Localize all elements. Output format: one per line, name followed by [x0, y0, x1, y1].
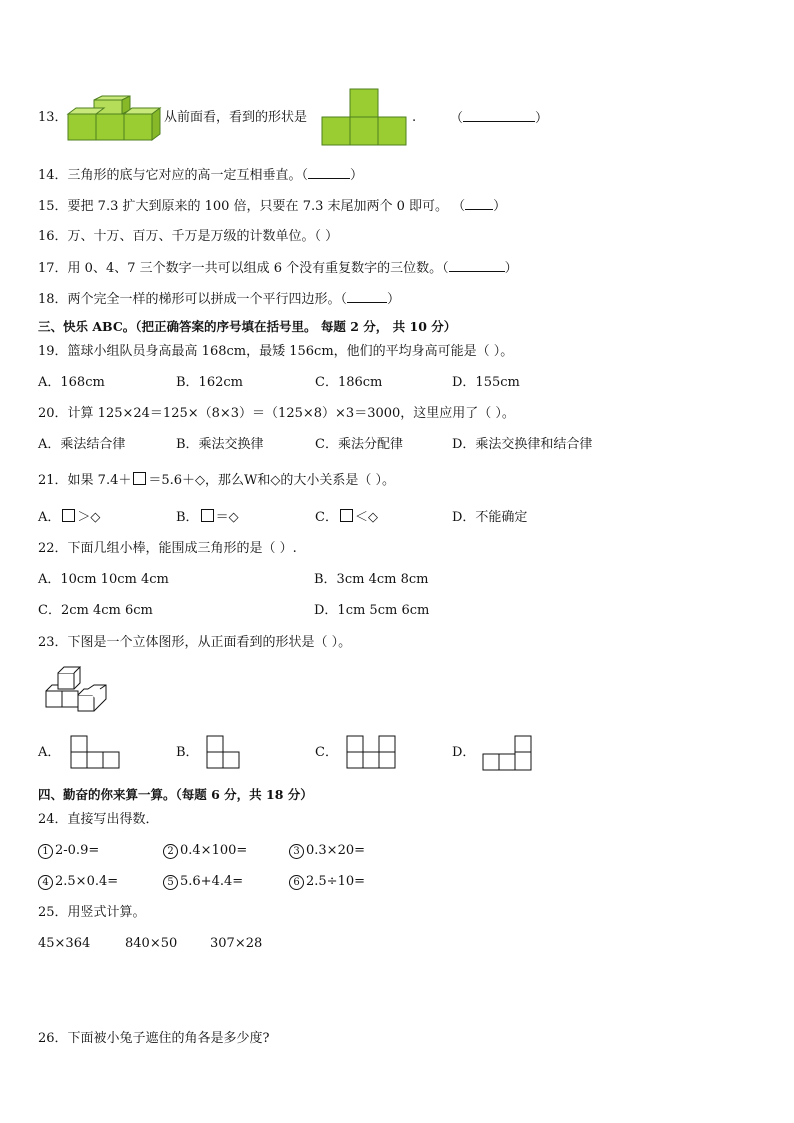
q24-item-6 — [289, 873, 365, 891]
circled-number: 3 — [289, 844, 304, 859]
q23-option-b-figure — [206, 735, 242, 769]
answer-blank[interactable] — [449, 259, 505, 272]
question-22: 22．下面几组小棒，能围成三角形的是（ ）. — [38, 541, 297, 556]
q23-option-b[interactable] — [176, 744, 199, 762]
question-text: 18．两个完全一样的梯形可以拼成一个平行四边形。（ — [38, 292, 348, 307]
q24-item-4 — [38, 873, 118, 891]
option-text: ＜◇ — [354, 510, 378, 525]
question-26: 26．下面被小兔子遮住的角各是多少度? — [38, 1031, 270, 1046]
q21-option-a[interactable] — [38, 509, 100, 527]
section-4-heading: 四、勤奋的你来算一算。（每题 6 分，共 18 分） — [38, 787, 313, 802]
answer-blank[interactable] — [465, 197, 493, 210]
q21-option-c[interactable] — [315, 509, 378, 527]
section-3-heading: 三、快乐 ABC。（把正确答案的序号填在括号里。 每题 2 分， 共 10 分） — [38, 319, 457, 334]
q20-option-a[interactable]: A．乘法结合律 — [38, 437, 126, 452]
question-18 — [38, 290, 400, 309]
paren-left: （ — [450, 111, 464, 126]
answer-blank[interactable] — [308, 166, 350, 179]
q23-option-d-figure — [482, 735, 534, 771]
q25-item-1: 45×364 — [38, 936, 91, 951]
cube-3d-figure — [66, 96, 164, 144]
square-symbol — [201, 509, 214, 522]
question-text: 14．三角形的底与它对应的高一定互相垂直。（ — [38, 168, 309, 183]
q23-option-a-figure — [70, 735, 122, 769]
question-19: 19．篮球小组队员身高最高 168cm，最矮 156cm，他们的平均身高可能是（ ）。 — [38, 344, 514, 359]
option-label: B． — [176, 510, 199, 525]
q22-option-c[interactable]: C．2cm 4cm 6cm — [38, 603, 153, 618]
question-13-text: 从前面看，看到的形状是 — [164, 110, 308, 125]
q21-option-b[interactable] — [176, 509, 239, 527]
question-13-answer[interactable] — [450, 109, 548, 128]
question-13 — [38, 109, 68, 127]
q19-option-d[interactable]: D．155cm — [452, 375, 520, 390]
q24-item-3 — [289, 842, 365, 860]
q23-option-c[interactable] — [315, 744, 338, 762]
expression: 2.5×0.4= — [55, 874, 119, 889]
q19-option-b[interactable]: B．162cm — [176, 375, 243, 390]
q23-option-d[interactable] — [452, 744, 475, 762]
paren-right: ） — [535, 111, 549, 126]
expression: 5.6+4.4= — [180, 874, 244, 889]
circled-number: 5 — [163, 875, 178, 890]
question-text: 21．如果 7.4＋ — [38, 473, 132, 488]
q24-item-5 — [163, 873, 243, 891]
question-number: 13． — [38, 110, 68, 125]
option-label: D． — [452, 745, 476, 760]
question-16: 16．万、十万、百万、千万是万级的计数单位。（ ） — [38, 229, 339, 244]
circled-number: 1 — [38, 844, 53, 859]
solid-figure — [44, 667, 110, 715]
circled-number: 2 — [163, 844, 178, 859]
circled-number: 6 — [289, 875, 304, 890]
question-25: 25．用竖式计算。 — [38, 905, 146, 920]
question-23: 23．下图是一个立体图形，从正面看到的形状是（ ）。 — [38, 635, 352, 650]
answer-blank[interactable] — [347, 290, 387, 303]
option-label: A． — [38, 745, 61, 760]
square-symbol — [133, 472, 146, 485]
q24-item-1 — [38, 842, 99, 860]
q21-option-d[interactable]: D．不能确定 — [452, 510, 528, 525]
question-13-dot: . — [412, 110, 417, 125]
paren-right: ） — [350, 168, 364, 183]
option-label: C． — [315, 510, 338, 525]
answer-blank[interactable] — [463, 109, 535, 122]
question-21 — [38, 472, 395, 490]
question-17 — [38, 259, 518, 278]
q23-option-a[interactable] — [38, 744, 60, 762]
square-symbol — [62, 509, 75, 522]
q20-option-d[interactable]: D．乘法交换律和结合律 — [452, 437, 593, 452]
q19-option-a[interactable]: A．168cm — [38, 375, 105, 390]
q25-item-3: 307×28 — [210, 936, 263, 951]
question-14 — [38, 166, 363, 185]
paren-right: ） — [387, 292, 401, 307]
q19-option-c[interactable]: C．186cm — [315, 375, 383, 390]
paren-right: ） — [504, 261, 518, 276]
q22-option-b[interactable]: B．3cm 4cm 8cm — [314, 572, 429, 587]
q20-option-c[interactable]: C．乘法分配律 — [315, 437, 403, 452]
question-text: 15．要把 7.3 扩大到原来的 100 倍，只要在 7.3 末尾加两个 0 即可。 （ — [38, 199, 466, 214]
expression: 0.4×100= — [180, 843, 248, 858]
q22-option-d[interactable]: D．1cm 5cm 6cm — [314, 603, 430, 618]
option-label: A． — [38, 510, 61, 525]
q25-item-2: 840×50 — [125, 936, 178, 951]
option-label: C． — [315, 745, 338, 760]
question-text: 17．用 0、4、7 三个数字一共可以组成 6 个没有重复数字的三位数。（ — [38, 261, 449, 276]
expression: 0.3×20= — [306, 843, 366, 858]
q20-option-b[interactable]: B．乘法交换律 — [176, 437, 264, 452]
front-view-figure — [322, 89, 406, 145]
circled-number: 4 — [38, 875, 53, 890]
q22-option-a[interactable]: A．10cm 10cm 4cm — [38, 572, 169, 587]
option-text: ＞◇ — [77, 510, 101, 525]
option-text: ＝◇ — [215, 510, 239, 525]
q24-item-2 — [163, 842, 247, 860]
q23-option-c-figure — [346, 735, 398, 769]
question-15 — [38, 197, 506, 216]
paren-right: ） — [493, 199, 507, 214]
question-20: 20．计算 125×24＝125×（8×3）＝（125×8）×3＝3000，这里应用了（ ）。 — [38, 406, 515, 421]
expression: 2.5÷10= — [306, 874, 366, 889]
square-symbol — [340, 509, 353, 522]
question-24: 24．直接写出得数． — [38, 812, 159, 827]
option-label: B． — [176, 745, 199, 760]
question-text: ＝5.6＋◇，那么W和◇的大小关系是（ ）。 — [148, 473, 396, 488]
expression: 2-0.9= — [55, 843, 100, 858]
